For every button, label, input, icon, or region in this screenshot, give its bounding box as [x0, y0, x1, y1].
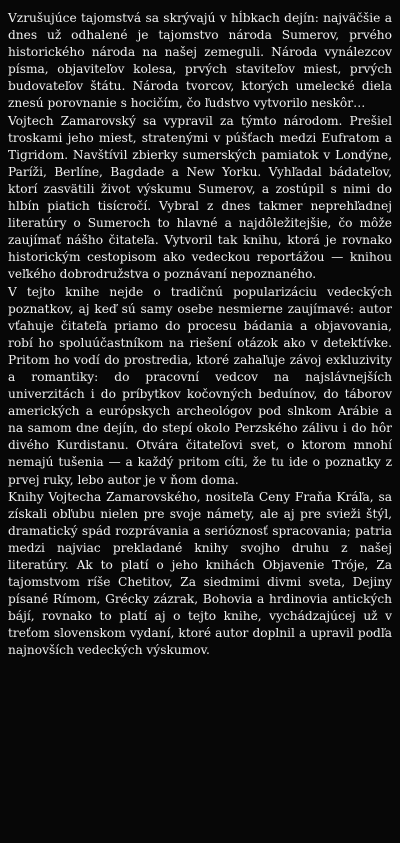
paragraph-intro: Vzrušujúce tajomstvá sa skrývajú v hĺbkach dejín: najväčšie a dnes už odhalené je tajomstvo národa Sumerov, prvého historického národa na našej zemeguli. Národa vynálezcov písma, objaviteľov kolesa, prvých staviteľov miest, prvých budovateľov štátu. Národa tvorcov, ktorých umelecké diela znesú porovnanie s hocičím, čo ľudstvo vytvorilo neskôr…	[8, 11, 392, 111]
paragraph-book-approach: V tejto knihe nejde o tradičnú popularizáciu vedeckých poznatkov, aj keď sú samy osebe nesmierne zaujímavé: autor vťahuje čitateľa priamo do procesu bádania a objavovania, robí ho spoluúčastníkom na riešení otázok ako v detektívke. Pritom ho vodí do prostredia, ktoré zahaľuje závoj exkluzivity a romantiky: do pracovní vedcov na najslávnejších univerzitách i do príbytkov kočovných beduínov, do táborov amerických a európskych archeológov pod slnkom Arábie a na samom dne dejín, do stepí okolo Perzského zálivu i do hôr divého Kurdistanu. Otvára čitateľovi svet, o ktorom mnohí nemajú tušenia — a každý pritom cíti, že tu ide o poznatky z prvej ruky, lebo autor je v ňom doma.	[8, 284, 392, 487]
paragraph-author-journey: Vojtech Zamarovský sa vypravil za týmto národom. Prešiel troskami jeho miest, stratenými v púšťach medzi Eufratom a Tigridom. Navštívil zbierky sumerských pamiatok v Londýne, Paríži, Berlíne, Bagdade a New Yorku. Vyhľadal bádateľov, ktorí zasvätili život výskumu Sumerov, a zostúpil s nimi do hlbín piatich tisícročí. Vybral z dnes takmer neprehľadnej literatúry o Sumeroch to hlavné a najdôležitejšie, čo môže zaujímať nášho čitateľa. Vytvoril tak knihu, ktorá je rovnako historickým cestopisom ako vedeckou reportážou — knihou veľkého dobrodružstva o poznávaní nepoznaného.	[8, 113, 392, 282]
paragraph-author-works: Knihy Vojtecha Zamarovského, nositeľa Ceny Fraňa Kráľa, sa získali obľubu nielen pre svoje námety, ale aj pre svieži štýl, dramatický spád rozprávania a serióznosť spracovania; patria medzi najviac prekladané knihy svojho druhu z našej literatúry. Ak to platí o jeho knihách Objavenie Tróje, Za tajomstvom ríše Chetitov, Za siedmimi divmi sveta, Dejiny písané Rímom, Grécky zázrak, Bohovia a hrdinovia antických bájí, rovnako to platí aj o tejto knihe, vychádzajúcej už v treťom slovenskom vydaní, ktoré autor doplnil a upravil podľa najnovších vedeckých výskumov.	[8, 489, 392, 658]
